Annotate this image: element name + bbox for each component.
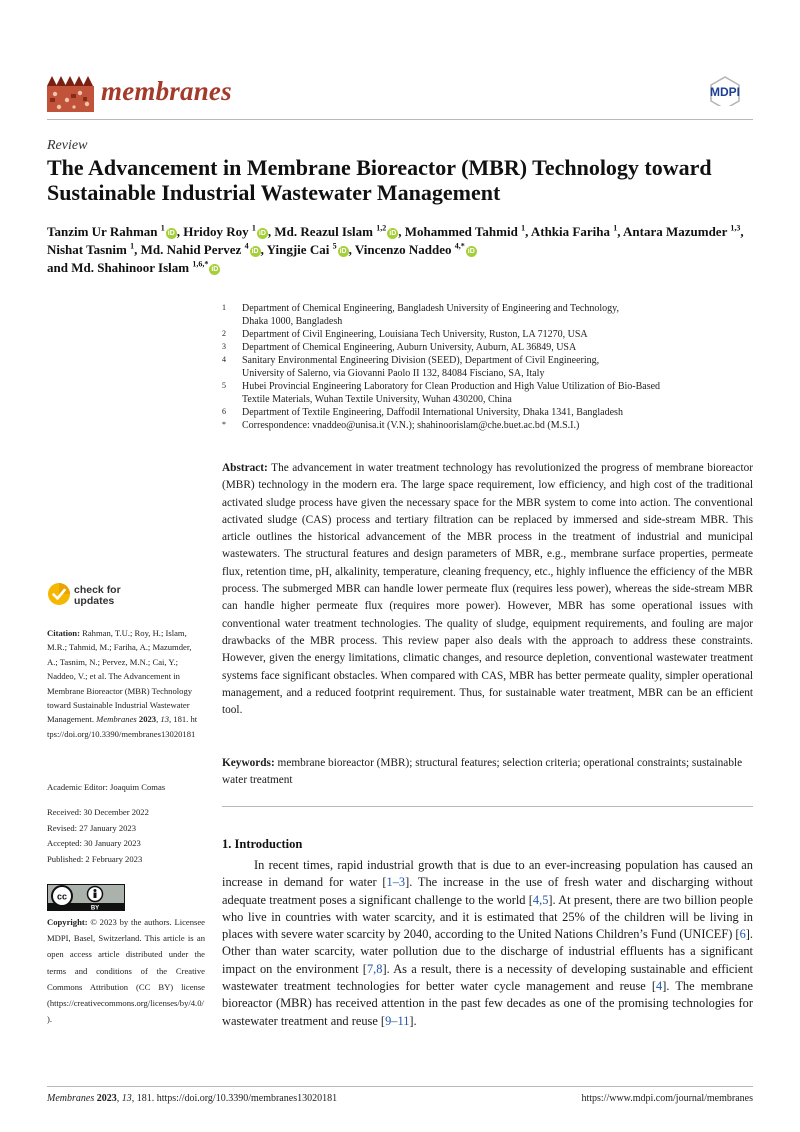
author-affiliation-marker: 1 — [160, 223, 165, 233]
publication-dates — [47, 805, 199, 867]
footer-journal: Membranes — [47, 1093, 95, 1104]
author-affiliation-marker: 1 — [251, 223, 256, 233]
article-title: The Advancement in Membrane Bioreactor (MBR) Technology toward Sustainable Industrial Wastewater Management — [47, 155, 712, 205]
copyright-label: Copyright: — [47, 917, 88, 927]
author-affiliation-marker: 1 — [613, 223, 618, 233]
footer-citation: Membranes 2023, 13, 181. https://doi.org/10.3390/membranes13020181 — [47, 1093, 338, 1104]
orcid-icon[interactable]: iD — [211, 266, 219, 273]
author-name[interactable]: Nishat Tasnim $^1$ — [47, 241, 135, 257]
affiliation-item — [222, 328, 752, 341]
affiliation-item — [222, 354, 752, 380]
reference-link[interactable]: 9–11 — [385, 1013, 410, 1028]
check-for-updates-label[interactable] — [74, 585, 121, 607]
author-name[interactable]: Hridoy Roy $^1$ — [183, 223, 256, 239]
affiliation-number: * — [222, 420, 226, 429]
orcid-icon[interactable]: iD — [167, 230, 175, 237]
citation-block: Citation: Rahman, T.U.; Roy, H.; Islam, M.R.; Tahmid, M.; Fariha, A.; Mazumder, A.; Tasnim, N.; Pervez, M.N.; Cai, Y.; Naddeo, V.; et al. The Advancement in Membrane Bioreactor (MBR) Technology toward Sustainable Industrial Wastewater Management. Membranes 2023, 13, 181. https://doi.org/10.3390/membranes13020181 — [47, 628, 198, 739]
affiliation-number: 1 — [222, 303, 226, 312]
author-name[interactable]: Md. Shahinoor Islam $^{1,6,*}$ — [71, 259, 209, 275]
author-affiliation-marker: 5 — [332, 241, 337, 251]
affiliation-number: 4 — [222, 355, 226, 364]
reference-link[interactable]: 6 — [739, 927, 746, 942]
date-received: Received: 30 December 2022 — [47, 807, 149, 817]
author-name[interactable]: Vincenzo Naddeo $^{4,*}$ — [354, 241, 465, 257]
date-accepted: Accepted: 30 January 2023 — [47, 838, 141, 849]
mdpi-logo-text: MDPI — [710, 85, 740, 99]
author-affiliation-marker: 1 — [130, 241, 135, 251]
authors-conjunction: and — [47, 260, 72, 275]
author-name[interactable]: Antara Mazumder $^{1,3}$ — [623, 223, 741, 239]
affiliation-number: 2 — [222, 329, 226, 338]
header-divider — [47, 119, 753, 120]
author-affiliation-marker: 1,3 — [730, 223, 741, 233]
affiliation-line: Sanitary Environmental Engineering Division (SEED), Department of Civil Engineering, — [242, 355, 600, 366]
affiliation-number: 5 — [222, 381, 226, 390]
author-name[interactable]: Athkia Fariha $^1$ — [530, 223, 618, 239]
journal-logo-icon[interactable] — [47, 72, 94, 112]
orcid-icon[interactable]: iD — [251, 248, 259, 255]
affiliation-line: Dhaka 1000, Bangladesh — [242, 316, 343, 327]
copyright-notice — [47, 914, 205, 1027]
citation-volume: 13 — [160, 714, 169, 725]
author-name[interactable]: Md. Nahid Pervez $^4$ — [140, 241, 249, 257]
orcid-icon[interactable]: iD — [467, 248, 475, 255]
date-revised: Revised: 27 January 2023 — [47, 822, 137, 833]
abstract-label: Abstract: — [222, 462, 268, 474]
keywords-label: Keywords: — [222, 757, 275, 769]
paragraph-text: ]. — [409, 1013, 417, 1028]
affiliation-line: Department of Textile Engineering, Daffodil International University, Dhaka 1341, Bangladesh — [242, 407, 623, 418]
svg-text:cc: cc — [56, 891, 68, 902]
paragraph-text: ]. At present, there are two billion people who live in countries with water scarcity, and it is estimated that 25% of the children will be living in places with severe water scarcity by 2040, according to the United Nations Children’s Fund (UNICEF) [ — [222, 892, 753, 942]
orcid-icon[interactable]: iD — [389, 230, 397, 237]
citation-doi-link[interactable]: https://doi.org/10.3390/membranes13020181 — [47, 714, 198, 739]
affiliation-line: Textile Materials, Wuhan Textile University, Wuhan 430200, China — [242, 394, 512, 405]
section-heading-introduction: 1. Introduction — [222, 837, 303, 851]
footer-volume: 13 — [121, 1093, 132, 1104]
footer-journal-url[interactable]: https://www.mdpi.com/journal/membranes — [581, 1093, 753, 1104]
introduction-paragraph — [222, 857, 753, 1030]
footer-doi[interactable]: , 181. https://doi.org/10.3390/membranes13020181 — [131, 1093, 338, 1104]
copyright-text: © 2023 by the authors. Licensee MDPI, Basel, Switzerland. This article is an open access article distributed under the terms and conditions of the Creative Commons Attribution (CC BY) license (https://creativecommons.org/licenses/by/4.0/). — [47, 917, 205, 1025]
journal-name: membranes — [101, 76, 232, 106]
affiliation-item — [222, 302, 752, 328]
affiliation-number: 6 — [222, 407, 226, 416]
date-published: Published: 2 February 2023 — [47, 853, 143, 864]
keywords — [222, 755, 753, 790]
affiliation-item — [222, 406, 752, 419]
affiliation-item — [222, 380, 752, 406]
affiliation-item — [222, 341, 752, 354]
affiliation-line: Hubei Provincial Engineering Laboratory for Clean Production and High Value Utilization of Bio-Based — [242, 381, 661, 392]
author-affiliation-marker: 1,2 — [376, 223, 387, 233]
check-updates-line2: updates — [74, 595, 115, 607]
citation-page: , 181. — [168, 714, 189, 725]
author-affiliation-marker: 4 — [244, 241, 249, 251]
orcid-icon[interactable]: iD — [339, 248, 347, 255]
affiliation-line: Department of Chemical Engineering, Bangladesh University of Engineering and Technology, — [242, 303, 619, 314]
reference-link[interactable]: 1–3 — [386, 875, 406, 890]
affiliation-line: Correspondence: vnaddeo@unisa.it (V.N.); shahinoorislam@che.buet.ac.bd (M.S.I.) — [242, 420, 580, 431]
footer-divider — [47, 1086, 753, 1087]
reference-link[interactable]: 7,8 — [366, 961, 383, 976]
abstract — [222, 460, 753, 719]
footer-year: 2023 — [96, 1093, 117, 1104]
affiliation-line: Department of Civil Engineering, Louisiana Tech University, Ruston, LA 71270, USA — [242, 329, 588, 340]
paragraph-text: ]. Other than water scarcity, water pollution due to the discharge of industrial effluents has a significant impact on the environment [ — [222, 927, 753, 976]
academic-editor: Academic Editor: Joaquim Comas — [47, 782, 166, 792]
paragraph-text: ]. The increase in the use of fresh water and discharging without adequate treatment poses a significant challenge to the world [ — [222, 875, 753, 907]
reference-link[interactable]: 4 — [656, 979, 663, 994]
author-list: Tanzim Ur Rahman $^1$iD , Hridoy Roy $^1$iD , Md. Reazul Islam $^{1,2}$iD , Mohammed Tahmid $^1$, Athkia Fariha $^1$, Antara Mazumder $^{1,3}$, Nishat Tasnim $^1$, Md. Nahid Pervez $^4$iD , Yingjie Cai $^5$iD , Vincenzo Naddeo $^{4,*}$iD and Md. Shahinoor Islam $^{1,6,*}$iD — [47, 223, 744, 275]
author-affiliation-marker: 4,* — [454, 241, 465, 251]
affiliation-item — [222, 419, 752, 432]
abstract-text: The advancement in water treatment technology has revolutionized the progress of membrane bioreactor (MBR) technology in the modern era. The large space requirement, low efficiency, and high cost of the traditional activated sludge process have given the necessary space for the MBR system to come into action. The conventional activated sludge (CAS) process and tertiary filtration can be replaced by immersed and side-stream MBR. This article outlines the historical advancement of the MBR process in the treatment of industrial and municipal wastewaters. The structural features and design parameters of MBR, e.g., membrane surface properties, permeate flux, retention time, pH, alkalinity, temperature, cleaning frequency, etc., highly influence the efficiency of the MBR process. The submerged MBR can handle lower permeate flux (requires less power), whereas the side-stream MBR can handle higher permeate flux (requires more power). However, MBR has some operational issues with conventional water treatment technologies. The quality of sludge, equipment requirements, and fouling are major drawbacks of the MBR process. This review paper also deals with the approach to address these constraints. However, given the energy limitations, climatic changes, and resource depletion, conventional wastewater treatment systems face significant obstacles. When compared with CAS, MBR has better permeate quality, simpler operational management, and a reduced footprint requirement. Thus, for sustainable water treatment, MBR can be an efficient tool. — [222, 462, 753, 717]
cc-by-license-icon[interactable] — [47, 884, 125, 911]
citation-text: Rahman, T.U.; Roy, H.; Islam, M.R.; Tahmid, M.; Fariha, A.; Mazumder, A.; Tasnim, N.; Pervez, M.N.; Cai, Y.; Naddeo, V.; et al. The Advancement in Membrane Bioreactor (MBR) Technology toward Sustainable Industrial Wastewater Management. — [47, 628, 193, 725]
cc-by-label: BY — [90, 905, 100, 911]
affiliation-line: University of Salerno, via Giovanni Paolo II 132, 84084 Fisciano, SA, Italy — [242, 368, 545, 379]
author-name[interactable]: Tanzim Ur Rahman $^1$ — [47, 223, 165, 239]
author-name[interactable]: Yingjie Cai $^5$ — [266, 241, 337, 257]
check-updates-line1: check for — [74, 584, 121, 596]
paragraph-text: ]. As a result, there is a necessity of developing sustainable and efficient wastewater treatment technologies for better water cycle management and reuse [ — [222, 961, 753, 994]
author-name[interactable]: Mohammed Tahmid $^1$ — [404, 223, 526, 239]
orcid-icon[interactable]: iD — [258, 230, 266, 237]
mdpi-logo-icon[interactable] — [696, 76, 754, 106]
affiliations-list — [222, 302, 752, 432]
paragraph-text: ]. The membrane bioreactor (MBR) has received attention in the past few decades as one of the promising technologies for wastewater treatment and reuse [ — [222, 979, 753, 1028]
affiliation-line: Department of Chemical Engineering, Auburn University, Auburn, AL 36849, USA — [242, 342, 577, 353]
author-affiliation-marker: 1 — [521, 223, 526, 233]
affiliation-number: 3 — [222, 342, 226, 351]
reference-link[interactable]: 4,5 — [532, 892, 549, 907]
citation-label: Citation: — [47, 628, 80, 638]
author-name[interactable]: Md. Reazul Islam $^{1,2}$ — [274, 223, 387, 239]
author-affiliation-marker: 1,6,* — [192, 259, 209, 269]
article-type: Review — [47, 138, 88, 153]
citation-year: 2023 — [138, 714, 157, 725]
keywords-text: membrane bioreactor (MBR); structural features; selection criteria; operational constraints; sustainable water treatment — [222, 757, 743, 787]
keywords-divider — [222, 806, 753, 807]
citation-journal: Membranes — [96, 714, 137, 725]
paragraph-text: In recent times, rapid industrial growth that is due to an ever-increasing population has caused an increase in demand for water [ — [222, 858, 753, 890]
